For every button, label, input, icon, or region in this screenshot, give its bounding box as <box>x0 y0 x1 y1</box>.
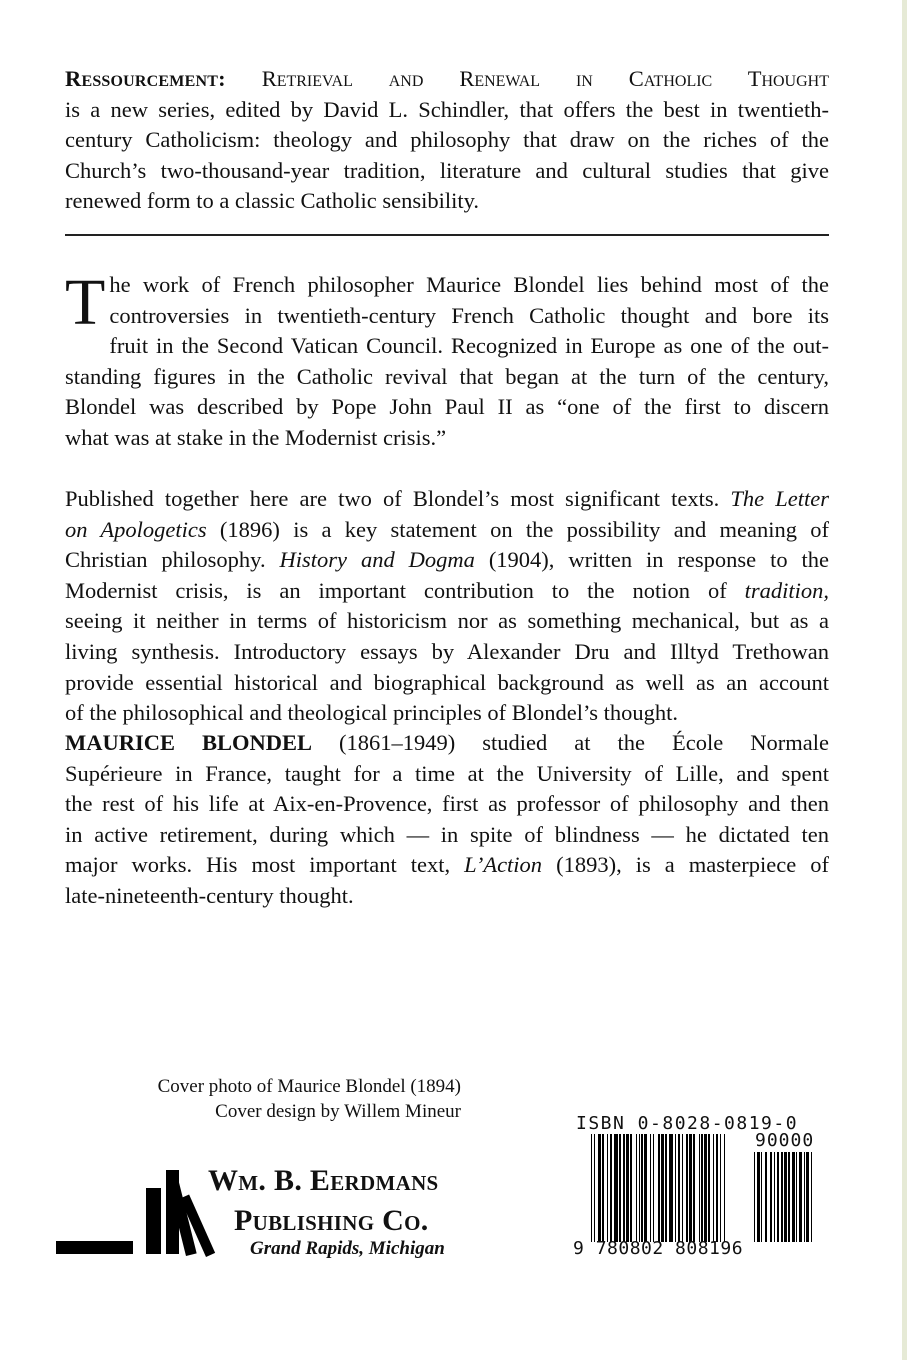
addon-number: 90000 <box>755 1130 815 1151</box>
cover-credits <box>158 1074 461 1124</box>
barcode-bar <box>754 1152 755 1242</box>
barcode-bar <box>682 1134 683 1242</box>
text-segment: renewed form to a classic Catholic sensibility. <box>65 188 480 214</box>
text-segment: what was at stake in the Modernist crisis.” <box>65 424 447 450</box>
text-segment: standing figures in the Catholic revival that began at the turn of the century, <box>65 363 829 389</box>
text-line <box>65 789 829 820</box>
photo-credit: Cover photo of Maurice Blondel (1894) <box>157 1076 461 1097</box>
text-line <box>65 186 829 217</box>
text-line <box>65 64 829 95</box>
text-segment: (1896) is a key statement on the possibility and meaning of <box>206 516 829 542</box>
text-segment: living synthesis. Introductory essays by Alexander Dru and Illtyd Trethowan <box>65 638 829 664</box>
text-segment: century Catholicism: theology and philosophy that draw on the riches of the <box>65 127 829 153</box>
text-segment: seeing it neither in terms of historicism nor as something mechanical, but as a <box>65 608 829 634</box>
ean-digits: 780802 808196 <box>595 1238 744 1259</box>
page-edge <box>902 0 907 1360</box>
barcode-bar <box>653 1134 654 1242</box>
barcode-bar <box>701 1134 702 1242</box>
design-credit: Cover design by Willem Mineur <box>215 1101 461 1122</box>
author-bio <box>65 728 829 912</box>
publisher-name-line2: Publishing Co. <box>234 1204 429 1237</box>
text-segment: in active retirement, during which — in spite of blindness — he dictated ten <box>65 821 829 847</box>
text-line <box>65 545 829 576</box>
text-line <box>65 331 829 362</box>
text-line <box>65 881 829 912</box>
barcode-bar <box>675 1134 676 1242</box>
barcode-bar <box>665 1134 666 1242</box>
barcode-bar <box>619 1134 620 1242</box>
barcode-bar <box>799 1152 802 1242</box>
text-line <box>65 270 829 301</box>
text-line <box>65 362 829 393</box>
isbn-label: ISBN 0-8028-0819-0 <box>576 1113 799 1134</box>
barcode-bar <box>641 1134 642 1242</box>
text-line <box>65 759 829 790</box>
text-segment: Published together here are two of Blondel’s most significant texts. <box>65 486 731 511</box>
barcode-bar <box>626 1134 629 1242</box>
addon-bars <box>754 1152 828 1242</box>
barcode-bar <box>686 1134 687 1242</box>
ean-number <box>573 1238 743 1259</box>
text-segment: on Apologetics <box>65 516 207 542</box>
intro-paragraph <box>65 266 829 454</box>
text-line <box>65 392 829 423</box>
text-segment: fruit in the Second Vatican Council. Recognized in Europe as one of the out- <box>109 333 829 359</box>
barcode-bar <box>724 1134 725 1242</box>
text-segment: is a new series, edited by David L. Schindler, that offers the best in twentieth- <box>65 96 829 122</box>
barcode-bar <box>610 1134 613 1242</box>
barcode-bar <box>757 1152 760 1242</box>
text-segment: History and Dogma <box>279 547 475 573</box>
text-segment: he work of French philosopher Maurice Blondel lies behind most of the <box>109 272 829 297</box>
drop-cap: T <box>65 266 106 339</box>
text-line <box>65 95 829 126</box>
barcode-bar <box>614 1134 618 1242</box>
barcode-bar <box>591 1134 592 1242</box>
barcode-bar <box>720 1134 721 1242</box>
barcode-bar <box>796 1152 797 1242</box>
text-segment: of the philosophical and theological principles of Blondel’s thought. <box>65 700 679 726</box>
barcode-bar <box>699 1134 700 1242</box>
text-segment: Christian philosophy. <box>65 547 280 573</box>
text-segment: Modernist crisis, is an important contribution to the notion of <box>65 577 745 603</box>
barcode-bar <box>792 1152 795 1242</box>
logo-shelf-icon <box>56 1241 133 1254</box>
intro-lines <box>65 266 829 454</box>
text-segment: tradition, <box>744 577 829 603</box>
text-line <box>65 125 829 156</box>
barcode-bar <box>650 1134 651 1242</box>
text-segment: major works. His most important text, <box>65 852 465 878</box>
text-segment: the rest of his life at Aix-en-Provence, first as professor of philosophy and then <box>65 791 829 817</box>
ean-bars <box>591 1134 740 1242</box>
text-line <box>65 423 829 454</box>
text-segment: Ressourcement: <box>65 66 226 91</box>
barcode-bar <box>811 1152 812 1242</box>
texts-paragraph <box>65 484 829 729</box>
text-line <box>65 515 829 546</box>
text-segment: The Letter <box>730 486 829 511</box>
logo-book-icon <box>146 1188 161 1254</box>
text-segment: controversies in twentieth-century French Catholic thought and bore its <box>109 302 829 328</box>
series-blurb <box>65 64 829 217</box>
barcode-bar <box>594 1134 595 1242</box>
text-line <box>65 820 829 851</box>
text-segment: late-nineteenth-century thought. <box>65 882 354 908</box>
barcode-bar <box>693 1134 694 1242</box>
text-line <box>65 301 829 332</box>
text-line <box>65 728 829 759</box>
barcode-bar <box>708 1134 709 1242</box>
text-line <box>65 637 829 668</box>
text-line <box>65 668 829 699</box>
barcode-bar <box>661 1134 664 1242</box>
text-segment: Retrieval and Renewal in Catholic Thought <box>261 66 829 91</box>
barcode-bar <box>602 1134 603 1242</box>
barcode-bar <box>777 1152 780 1242</box>
barcode-bar <box>689 1134 692 1242</box>
barcode-bar <box>623 1134 624 1242</box>
text-segment: L’Action <box>464 852 543 878</box>
barcode-bar <box>598 1134 601 1242</box>
text-line <box>65 698 829 729</box>
barcode-bar <box>678 1134 681 1242</box>
publisher-name-line1: Wm. B. Eerdmans <box>208 1164 439 1197</box>
ean-lead-digit: 9 <box>573 1238 585 1259</box>
text-segment: MAURICE BLONDEL <box>65 730 313 755</box>
text-line <box>65 850 829 881</box>
text-line <box>65 576 829 607</box>
barcode-bar <box>806 1152 809 1242</box>
text-segment: (1904), written in response to the <box>474 547 830 573</box>
barcode-bar <box>630 1134 631 1242</box>
text-segment: (1893), is a masterpiece of <box>542 852 829 878</box>
barcode-bar <box>770 1152 773 1242</box>
text-segment: Blondel was described by Pope John Paul II as “one of the first to discern <box>65 394 829 420</box>
barcode-bar <box>644 1134 647 1242</box>
text-line <box>65 606 829 637</box>
barcode-bar <box>636 1134 637 1242</box>
publisher-location: Grand Rapids, Michigan <box>250 1238 445 1259</box>
barcode-bar <box>788 1152 789 1242</box>
barcode-bar <box>639 1134 640 1242</box>
barcode-bar <box>669 1134 673 1242</box>
barcode-bar <box>774 1152 775 1242</box>
text-segment <box>226 66 262 91</box>
barcode-bar <box>716 1134 719 1242</box>
text-line <box>65 484 829 515</box>
text-segment: provide essential historical and biographical background as well as an account <box>65 669 829 695</box>
text-segment: (1861–1949) studied at the École Normale <box>312 730 829 755</box>
barcode-bar <box>761 1152 762 1242</box>
barcode-bar <box>704 1134 707 1242</box>
barcode-bar <box>607 1134 608 1242</box>
text-segment: Church’s two-thousand-year tradition, literature and cultural studies that give <box>65 157 829 183</box>
text-line <box>65 156 829 187</box>
barcode-bar <box>765 1152 766 1242</box>
text-segment: Supérieure in France, taught for a time at the University of Lille, and spent <box>65 760 829 786</box>
barcode-bar <box>713 1134 714 1242</box>
barcode-bar <box>658 1134 659 1242</box>
barcode-bar <box>784 1152 787 1242</box>
barcode-bar <box>804 1152 805 1242</box>
divider-rule <box>65 234 829 236</box>
barcode-bar <box>781 1152 782 1242</box>
